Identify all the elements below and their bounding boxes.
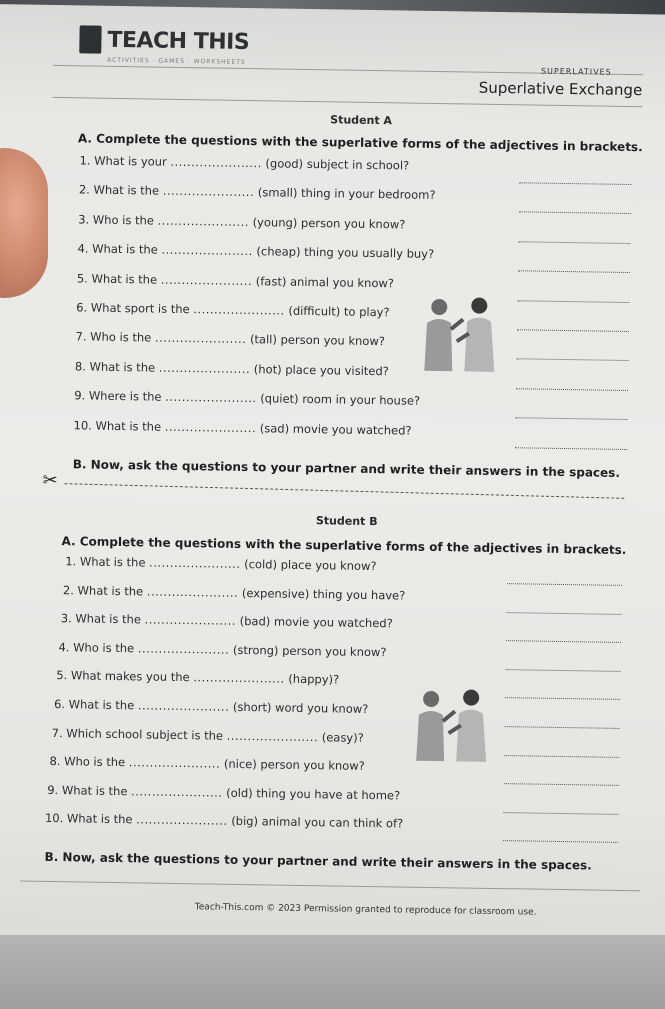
question-start: 7. Who is the [75, 329, 152, 345]
answer-line[interactable] [518, 270, 630, 273]
question-end: (short) word you know? [232, 699, 369, 716]
fill-in-blank[interactable]: ...................... [136, 812, 228, 829]
question-start: 10. What is the [44, 811, 133, 827]
question-end: (small) thing in your bedroom? [257, 185, 436, 203]
question-end: (happy)? [288, 672, 340, 687]
student-a-instruction-a: A. Complete the questions with the superlative forms of the adjectives in brackets. [77, 131, 643, 155]
answer-line[interactable] [517, 300, 629, 303]
answer-line[interactable] [504, 783, 619, 786]
fill-in-blank[interactable]: ...................... [158, 360, 251, 376]
question-row [76, 300, 390, 319]
question-end: (sad) movie you watched? [259, 420, 412, 438]
student-a-heading: Student A [330, 113, 393, 128]
scissors-icon: ✂ [42, 469, 58, 492]
fill-in-blank[interactable]: ...................... [154, 330, 247, 347]
fill-in-blank[interactable]: ...................... [193, 670, 285, 687]
brand-tagline: ACTIVITIES · GAMES · WORKSHEETS [107, 56, 246, 66]
footer-copyright: Teach-This.com © 2023 Permission granted to reproduce for classroom use. [194, 902, 537, 918]
fill-in-blank[interactable]: ...................... [157, 213, 250, 229]
question-row [79, 153, 409, 172]
question-row [65, 554, 376, 573]
question-row [52, 726, 364, 745]
answer-line[interactable] [516, 359, 628, 362]
question-end: (bad) movie you watched? [239, 614, 393, 631]
book-logo-icon [79, 25, 101, 53]
question-start: 8. What is the [74, 359, 156, 375]
fill-in-blank[interactable]: ...................... [165, 389, 257, 406]
fill-in-blank[interactable]: ...................... [193, 302, 285, 318]
student-b-instruction-b: B. Now, ask the questions to your partner and write their answers in the spaces. [44, 849, 592, 873]
question-start: 2. What is the [62, 582, 144, 599]
question-end: (big) animal you can think of? [231, 814, 404, 831]
question-row [54, 697, 369, 716]
students-talking-illustration-a [416, 293, 503, 374]
answer-line[interactable] [506, 640, 621, 643]
fill-in-blank[interactable]: ...................... [170, 154, 262, 171]
question-row [58, 640, 386, 659]
question-row [49, 754, 364, 773]
student-b-heading: Student B [315, 514, 378, 529]
question-end: (strong) person you know? [232, 642, 387, 660]
question-start: 5. What is the [76, 270, 158, 287]
worksheet-paper [0, 4, 665, 950]
answer-line[interactable] [505, 726, 620, 729]
question-row [77, 271, 394, 290]
answer-line[interactable] [504, 755, 619, 758]
worksheet-title: Superlative Exchange [478, 78, 643, 100]
fill-in-blank[interactable]: ...................... [137, 698, 230, 714]
question-row [61, 611, 393, 630]
question-end: (expensive) thing you have? [241, 585, 406, 603]
fill-in-blank[interactable]: ...................... [146, 584, 239, 600]
student-a-instruction-b: B. Now, ask the questions to your partner and write their answers in the spaces. [72, 457, 621, 480]
answer-line[interactable] [519, 212, 631, 215]
fill-in-blank[interactable]: ...................... [144, 612, 237, 629]
question-row [78, 212, 405, 231]
question-row [74, 388, 420, 407]
answer-line[interactable] [503, 812, 618, 815]
brand-logo: TEACH THIS [107, 27, 250, 56]
question-start: 7. Which school subject is the [51, 725, 224, 743]
question-end: (young) person you know? [252, 214, 406, 232]
fill-in-blank[interactable]: ...................... [162, 184, 255, 200]
question-row [63, 583, 406, 602]
question-start: 1. What is the [65, 554, 146, 570]
answer-line[interactable] [519, 182, 631, 185]
answer-line[interactable] [503, 840, 618, 843]
answer-line[interactable] [507, 612, 622, 615]
question-end: (fast) animal you know? [255, 273, 395, 290]
question-row [79, 183, 436, 203]
question-row [75, 359, 389, 378]
question-start: 1. What is your [79, 153, 167, 169]
footer-divider [20, 881, 640, 892]
student-b-instruction-a: A. Complete the questions with the superlative forms of the adjectives in brackets. [61, 534, 627, 557]
question-start: 8. Who is the [49, 754, 126, 770]
answer-line[interactable] [507, 583, 622, 586]
question-row [56, 668, 339, 686]
category-label: SUPERLATIVES [540, 66, 612, 77]
question-end: (cheap) thing you usually buy? [256, 244, 435, 262]
question-start: 9. What is the [47, 782, 128, 798]
question-end: (easy)? [321, 729, 364, 745]
question-end: (quiet) room in your house? [260, 391, 421, 408]
answer-line[interactable] [506, 669, 621, 672]
fill-in-blank[interactable]: ...................... [164, 419, 257, 435]
question-row [75, 330, 385, 349]
question-end: (tall) person you know? [249, 332, 386, 349]
question-row [73, 418, 411, 437]
fill-in-blank[interactable]: ...................... [160, 272, 253, 288]
cut-line [64, 483, 624, 499]
answer-line[interactable] [505, 698, 620, 701]
fill-in-blank[interactable]: ...................... [131, 784, 223, 800]
question-row [77, 242, 434, 262]
fill-in-blank[interactable]: ...................... [137, 641, 230, 657]
answer-line[interactable] [515, 447, 627, 450]
answer-line[interactable] [516, 417, 628, 420]
question-start: 6. What sport is the [76, 300, 190, 317]
question-end: (old) thing you have at home? [226, 785, 401, 803]
question-end: (nice) person you know? [223, 756, 365, 774]
title-divider [53, 97, 643, 107]
question-start: 2. What is the [78, 182, 160, 199]
question-start: 4. Who is the [58, 639, 135, 656]
question-end: (difficult) to play? [288, 303, 390, 320]
answer-line[interactable] [518, 241, 630, 244]
answer-line[interactable] [517, 329, 629, 332]
question-end: (good) subject in school? [265, 156, 410, 173]
question-start: 3. What is the [60, 611, 142, 627]
students-talking-illustration-b [408, 685, 495, 764]
question-start: 9. Where is the [74, 388, 162, 404]
answer-line[interactable] [516, 388, 628, 391]
fill-in-blank[interactable]: ...................... [226, 728, 319, 744]
table-surface [0, 935, 665, 1009]
question-start: 4. What is the [77, 241, 158, 257]
question-end: (cold) place you know? [244, 556, 377, 574]
question-row [45, 811, 403, 831]
question-row [47, 783, 400, 803]
fill-in-blank[interactable]: ...................... [149, 555, 241, 571]
question-start: 3. Who is the [78, 212, 155, 228]
question-end: (hot) place you visited? [253, 361, 389, 379]
question-start: 10. What is the [73, 417, 162, 434]
question-start: 5. What makes you the [56, 668, 190, 685]
question-start: 6. What is the [53, 697, 135, 713]
fill-in-blank[interactable]: ...................... [128, 755, 221, 771]
thumb-holding-paper [0, 148, 48, 298]
fill-in-blank[interactable]: ...................... [161, 242, 253, 259]
